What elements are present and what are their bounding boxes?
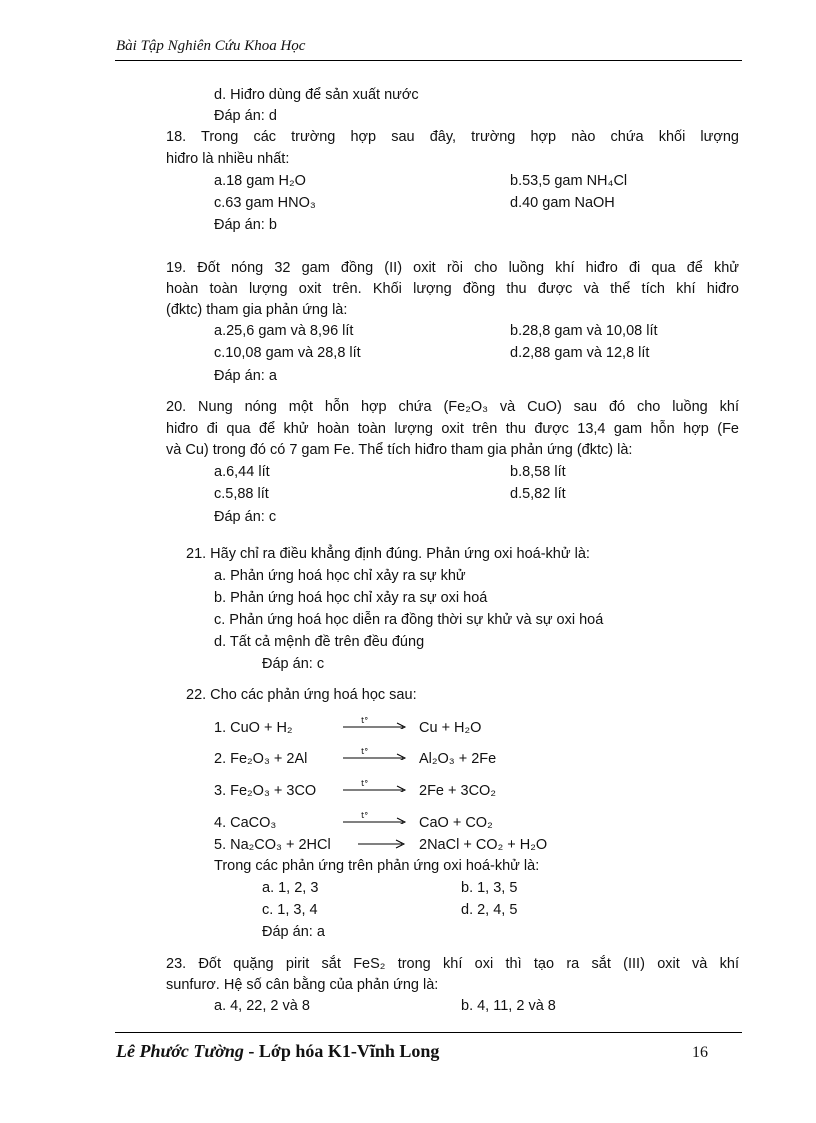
question-19-line-1: 19. Đốt nóng 32 gam đồng (II) oxit rồi cho luồng khí hiđro đi qua để khử	[166, 260, 739, 276]
answer-text: Đáp án: a	[262, 924, 325, 940]
question-20-line-2: hiđro đi qua để khử hoàn toàn lượng oxit trên thu được 13,4 gam hỗn hợp (Fe	[166, 421, 739, 437]
question-22-prompt: Trong các phản ứng trên phản ứng oxi hoá-khử là:	[214, 858, 540, 874]
option-text: d. Hiđro dùng để sản xuất nước	[214, 87, 419, 103]
arrow-icon	[358, 836, 408, 850]
question-18-line-2: hiđro là nhiều nhất:	[166, 151, 290, 167]
reaction-1-reactants: 1. CuO + H₂	[214, 720, 293, 736]
arrow-icon	[343, 778, 409, 792]
option-a: a. 1, 2, 3	[262, 880, 319, 896]
option-b: b. 1, 3, 5	[461, 880, 518, 896]
page-header-title: Bài Tập Nghiên Cứu Khoa Học	[116, 38, 306, 54]
reaction-4-reactants: 4. CaCO₃	[214, 815, 277, 831]
question-20-line-3: và Cu) trong đó có 7 gam Fe. Thể tích hiđro tham gia phản ứng (đktc) là:	[166, 442, 633, 458]
reaction-5-reactants: 5. Na₂CO₃ + 2HCl	[214, 837, 331, 853]
heat-label: t°	[361, 747, 369, 756]
arrow-icon	[343, 810, 409, 824]
heat-label: t°	[361, 716, 369, 725]
option-a: a.18 gam H₂O	[214, 173, 306, 189]
reaction-2-reactants: 2. Fe₂O₃ + 2Al	[214, 751, 308, 767]
reaction-4-products: CaO + CO₂	[419, 815, 493, 831]
footer-separator: -	[243, 1041, 259, 1061]
question-18-line-1: 18. Trong các trường hợp sau đây, trường hợp nào chứa khối lượng	[166, 129, 739, 145]
answer-text: Đáp án: c	[262, 656, 325, 672]
option-c: c.5,88 lít	[214, 486, 269, 502]
reaction-3-reactants: 3. Fe₂O₃ + 3CO	[214, 783, 317, 799]
question-19-line-3: (đktc) tham gia phản ứng là:	[166, 302, 348, 318]
option-a: a.6,44 lít	[214, 464, 270, 480]
arrow-icon	[343, 746, 409, 760]
reaction-2-products: Al₂O₃ + 2Fe	[419, 751, 497, 767]
option-d: d.5,82 lít	[510, 486, 566, 502]
reaction-5-products: 2NaCl + CO₂ + H₂O	[419, 837, 548, 853]
option-d: d. Tất cả mệnh đề trên đều đúng	[214, 634, 425, 650]
option-b: b. Phản ứng hoá học chỉ xảy ra sự oxi hoá	[214, 590, 488, 606]
answer-text: Đáp án: a	[214, 368, 277, 384]
option-b: b.53,5 gam NH₄Cl	[510, 173, 628, 189]
question-20-line-1: 20. Nung nóng một hỗn hợp chứa (Fe₂O₃ và CuO) sau đó cho luồng khí	[166, 399, 739, 415]
arrow-icon	[343, 715, 409, 729]
option-a: a.25,6 gam và 8,96 lít	[214, 323, 354, 339]
reaction-1-products: Cu + H₂O	[419, 720, 482, 736]
option-a: a. Phản ứng hoá học chỉ xảy ra sự khử	[214, 568, 466, 584]
heat-label: t°	[361, 811, 369, 820]
header-rule	[115, 60, 742, 61]
heat-label: t°	[361, 779, 369, 788]
question-21: 21. Hãy chỉ ra điều khẳng định đúng. Phản ứng oxi hoá-khử là:	[186, 546, 590, 562]
question-23-line-2: sunfurơ. Hệ số cân bằng của phản ứng là:	[166, 977, 439, 993]
option-c: c.63 gam HNO₃	[214, 195, 316, 211]
option-b: b.28,8 gam và 10,08 lít	[510, 323, 658, 339]
option-d: d. 2, 4, 5	[461, 902, 518, 918]
option-b: b.8,58 lít	[510, 464, 566, 480]
option-c: c.10,08 gam và 28,8 lít	[214, 345, 361, 361]
answer-text: Đáp án: d	[214, 108, 277, 124]
question-23-line-1: 23. Đốt quặng pirit sắt FeS₂ trong khí oxi thì tạo ra sắt (III) oxit và khí	[166, 956, 739, 972]
footer-rule	[115, 1032, 742, 1033]
page-footer	[116, 1041, 439, 1062]
question-22: 22. Cho các phản ứng hoá học sau:	[186, 687, 417, 703]
answer-text: Đáp án: b	[214, 217, 277, 233]
option-c: c. 1, 3, 4	[262, 902, 318, 918]
option-c: c. Phản ứng hoá học diễn ra đồng thời sự khử và sự oxi hoá	[214, 612, 604, 628]
question-19-line-2: hoàn toàn lượng oxit trên. Khối lượng đồng thu được và thể tích khí hiđro	[166, 281, 739, 297]
reaction-3-products: 2Fe + 3CO₂	[419, 783, 496, 799]
option-d: d.2,88 gam và 12,8 lít	[510, 345, 650, 361]
footer-author: Lê Phước Tường	[116, 1041, 244, 1061]
option-a: a. 4, 22, 2 và 8	[214, 998, 310, 1014]
page-number: 16	[692, 1044, 708, 1061]
answer-text: Đáp án: c	[214, 509, 277, 525]
option-d: d.40 gam NaOH	[510, 195, 615, 211]
footer-class: Lớp hóa K1-Vĩnh Long	[258, 1041, 440, 1061]
option-b: b. 4, 11, 2 và 8	[461, 998, 556, 1014]
